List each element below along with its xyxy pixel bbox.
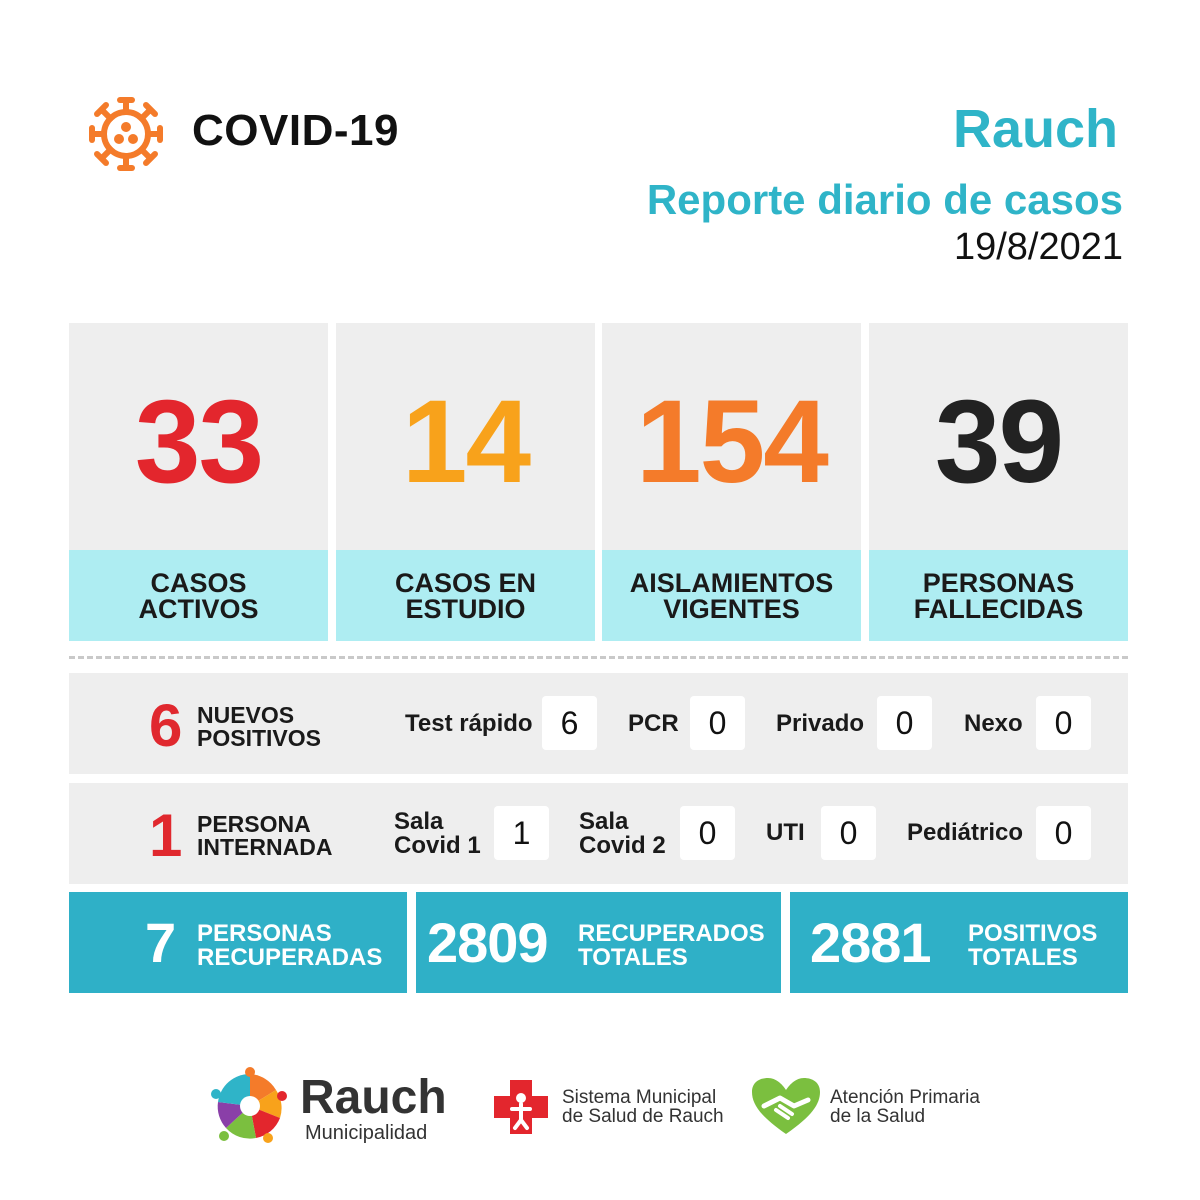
stat-card-isolations bbox=[602, 323, 861, 641]
stat-label-line1: PERSONAS bbox=[922, 567, 1075, 598]
hospitalized-label-line2: INTERNADA bbox=[197, 834, 333, 860]
aps-logo-line1: Atención Primaria bbox=[830, 1087, 980, 1108]
positives-total-label-line2: TOTALES bbox=[968, 944, 1078, 971]
pediatrico-value: 0 bbox=[1036, 806, 1091, 860]
recovered-today-value: 7 bbox=[145, 911, 176, 974]
stat-value: 14 bbox=[401, 375, 530, 508]
new-positives-count: 6 bbox=[149, 692, 183, 759]
hospitalized-count: 1 bbox=[149, 802, 183, 869]
recovered-today-label-line1: PERSONAS bbox=[197, 920, 332, 947]
sala-covid-1-label-line1: Sala bbox=[394, 808, 444, 835]
nexo-value: 0 bbox=[1036, 696, 1091, 750]
recovered-total-label-line1: RECUPERADOS bbox=[578, 920, 765, 947]
health-cross-icon bbox=[490, 1076, 552, 1138]
stat-label-line2: ESTUDIO bbox=[405, 593, 526, 624]
positives-total-value: 2881 bbox=[810, 911, 931, 974]
new-positives-label-line1: NUEVOS bbox=[197, 702, 295, 728]
stat-label-line1: AISLAMIENTOS bbox=[629, 567, 834, 598]
nexo-label: Nexo bbox=[964, 710, 1023, 737]
sms-logo-line1: Sistema Municipal bbox=[562, 1087, 717, 1108]
recovered-today-label-line2: RECUPERADAS bbox=[197, 944, 383, 971]
privado-value: 0 bbox=[877, 696, 932, 750]
recovered-total-value: 2809 bbox=[427, 911, 548, 974]
stat-label-line2: FALLECIDAS bbox=[913, 593, 1084, 624]
privado-label: Privado bbox=[776, 710, 865, 737]
stat-card-active-cases bbox=[69, 323, 328, 641]
positives-total-label-line1: POSITIVOS bbox=[968, 920, 1098, 947]
hospitalized-row bbox=[69, 783, 1128, 884]
virus-icon bbox=[86, 94, 166, 174]
rauch-logo-sub: Municipalidad bbox=[305, 1122, 428, 1144]
stat-label-line2: VIGENTES bbox=[663, 593, 800, 624]
stat-value: 39 bbox=[934, 375, 1063, 508]
pediatrico-label: Pediátrico bbox=[907, 819, 1024, 846]
report-title: Reporte diario de casos bbox=[646, 176, 1123, 223]
report-date: 19/8/2021 bbox=[953, 226, 1123, 268]
aps-logo-line2: de la Salud bbox=[830, 1106, 926, 1127]
pcr-value: 0 bbox=[690, 696, 745, 750]
new-positives-row bbox=[69, 673, 1128, 774]
uti-label: UTI bbox=[766, 819, 805, 846]
new-positives-label-line2: POSITIVOS bbox=[197, 725, 321, 751]
stat-value: 154 bbox=[636, 375, 827, 508]
sala-covid-2-label-line2: Covid 2 bbox=[579, 832, 666, 859]
stat-label-line2: ACTIVOS bbox=[138, 593, 259, 624]
sala-covid-1-label-line2: Covid 1 bbox=[394, 832, 481, 859]
positives-total-box bbox=[790, 892, 1128, 993]
sala-covid-1-value: 1 bbox=[494, 806, 549, 860]
brand-title: COVID-19 bbox=[192, 106, 399, 155]
city-title: Rauch bbox=[952, 99, 1118, 159]
recovered-total-label-line2: TOTALES bbox=[578, 944, 688, 971]
recovered-today-box bbox=[69, 892, 407, 993]
rauch-logo-name: Rauch bbox=[300, 1071, 447, 1124]
stat-card-cases-under-study bbox=[336, 323, 595, 641]
sms-logo-line2: de Salud de Rauch bbox=[562, 1106, 724, 1127]
uti-value: 0 bbox=[821, 806, 876, 860]
stat-card-deceased bbox=[869, 323, 1128, 641]
test-rapido-label: Test rápido bbox=[405, 710, 533, 737]
sala-covid-2-label-line1: Sala bbox=[579, 808, 629, 835]
stat-value: 33 bbox=[134, 375, 263, 508]
rauch-municipalidad-logo-icon bbox=[210, 1066, 290, 1146]
recovered-total-box bbox=[416, 892, 781, 993]
test-rapido-value: 6 bbox=[542, 696, 597, 750]
hospitalized-label-line1: PERSONA bbox=[197, 811, 311, 837]
stat-label-line1: CASOS bbox=[150, 567, 247, 598]
pcr-label: PCR bbox=[628, 710, 679, 737]
handshake-heart-icon bbox=[750, 1076, 822, 1138]
sala-covid-2-value: 0 bbox=[680, 806, 735, 860]
stat-label-line1: CASOS EN bbox=[394, 567, 537, 598]
dashed-divider bbox=[69, 656, 1128, 659]
